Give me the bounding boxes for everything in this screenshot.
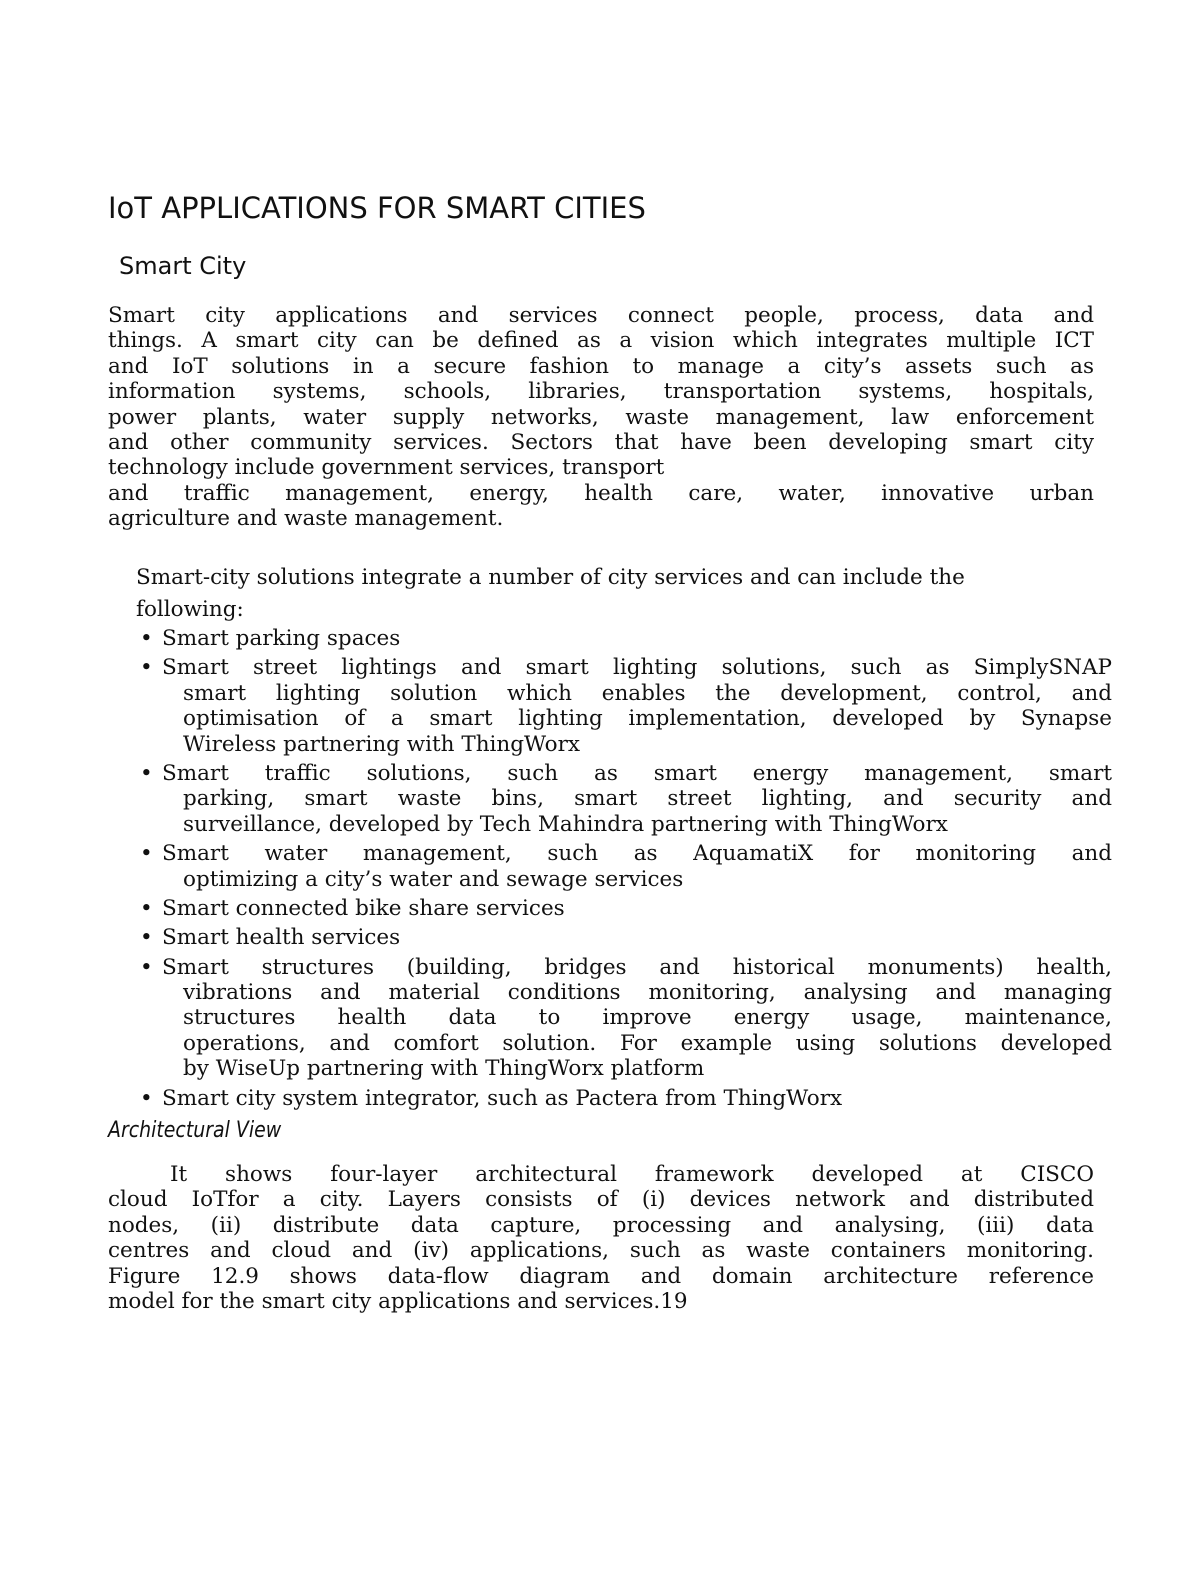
section-heading-architectural-view: Architectural View [108, 1118, 282, 1143]
list-item-line: • Smart traffic solutions, such as smart energy management, smart [162, 760, 1112, 786]
list-item-line: • Smart street lightings and smart lighting solutions, such as SimplySNAP [162, 655, 1112, 681]
architecture-paragraph [108, 1162, 1094, 1314]
architecture-line: Figure 12.9 shows data-flow diagram and domain architecture reference [108, 1263, 1094, 1289]
list-item-line: Wireless partnering with ThingWorx [183, 731, 581, 757]
bullet-list [140, 626, 1112, 1115]
intro-line: information systems, schools, libraries, transportation systems, hospitals, [108, 379, 1094, 405]
intro-line: and traffic management, energy, health care, water, innovative urban [108, 480, 1094, 506]
list-item [140, 896, 1112, 921]
intro-line: and other community services. Sectors that have been developing smart city [108, 429, 1094, 455]
lead-line: Smart-city solutions integrate a number of city services and can include the [136, 565, 965, 590]
list-item-line: surveillance, developed by Tech Mahindra partnering with ThingWorx [183, 811, 948, 837]
list-item-line: • Smart water management, such as AquamatiX for monitoring and [162, 841, 1112, 867]
architecture-line: cloud IoTfor a city. Layers consists of (i) devices network and distributed [108, 1187, 1094, 1213]
list-item-line: • Smart city system integrator, such as Pactera from ThingWorx [162, 1085, 843, 1111]
list-item [140, 626, 1112, 651]
architecture-line: nodes, (ii) distribute data capture, processing and analysing, (iii) data [108, 1212, 1094, 1238]
intro-line: power plants, water supply networks, waste management, law enforcement [108, 404, 1094, 430]
lead-paragraph [136, 562, 1116, 626]
section-heading-smart-city: Smart City [119, 252, 247, 280]
list-item-line: structures health data to improve energy usage, maintenance, [183, 1005, 1112, 1031]
list-item-line: optimisation of a smart lighting implementation, developed by Synapse [183, 706, 1112, 732]
list-item [140, 761, 1112, 837]
list-item-line: parking, smart waste bins, smart street lighting, and security and [183, 786, 1112, 812]
list-item-line: • Smart connected bike share services [162, 895, 565, 921]
list-item-line: • Smart structures (building, bridges and historical monuments) health, [162, 954, 1112, 980]
page-title: IoT APPLICATIONS FOR SMART CITIES [108, 191, 646, 225]
intro-line: agriculture and waste management. [108, 506, 504, 532]
list-item [140, 1086, 1112, 1111]
list-item-line: vibrations and material conditions monitoring, analysing and managing [183, 980, 1112, 1006]
list-item-line: by WiseUp partnering with ThingWorx platform [183, 1056, 705, 1082]
architecture-line: model for the smart city applications and services.19 [108, 1288, 688, 1314]
list-item [140, 925, 1112, 950]
intro-line: Smart city applications and services connect people, process, data and [108, 303, 1094, 328]
intro-line: and IoT solutions in a secure fashion to manage a city’s assets such as [108, 353, 1094, 379]
list-item-line: optimizing a city’s water and sewage services [183, 866, 684, 892]
list-item-line: • Smart health services [162, 925, 401, 951]
intro-paragraph [108, 303, 1094, 532]
architecture-line: centres and cloud and (iv) applications, such as waste containers monitoring. [108, 1238, 1094, 1264]
list-item-line: operations, and comfort solution. For example using solutions developed [183, 1030, 1112, 1056]
list-item [140, 955, 1112, 1082]
list-item [140, 655, 1112, 757]
intro-line: things. A smart city can be defined as a vision which integrates multiple ICT [108, 328, 1094, 354]
list-item [140, 841, 1112, 892]
intro-line: technology include government services, transport [108, 455, 665, 481]
list-item-line: smart lighting solution which enables the development, control, and [183, 680, 1112, 706]
architecture-line: It shows four-layer architectural framework developed at CISCO [170, 1162, 1094, 1187]
list-item-line: • Smart parking spaces [162, 626, 401, 651]
lead-line: following: [136, 597, 244, 622]
